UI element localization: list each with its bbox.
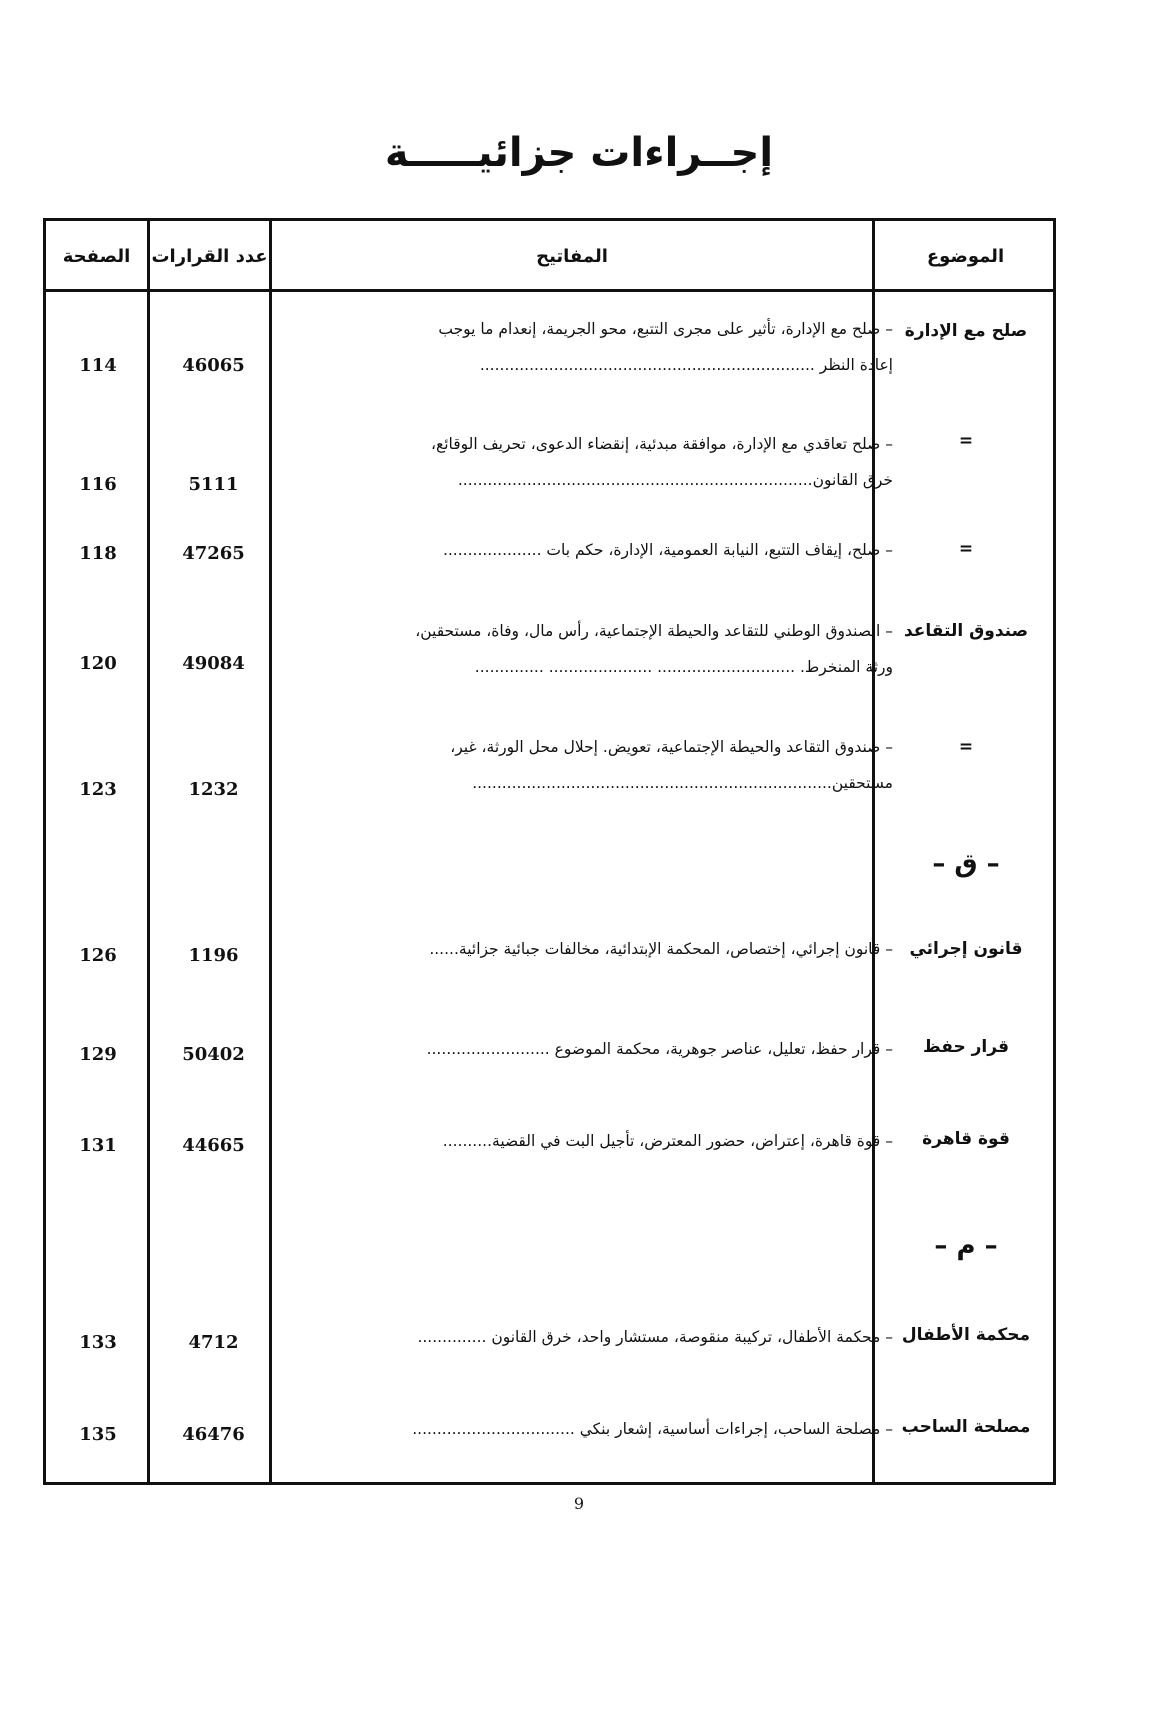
column-divider [872, 221, 875, 1482]
row-page: 131 [79, 1135, 117, 1156]
row-keywords-line2: مستحقين......................................................................... [472, 774, 893, 792]
row-page: 120 [79, 653, 117, 674]
row-subject: قانون إجرائي [909, 939, 1023, 959]
row-decision-number: 1232 [188, 779, 239, 800]
row-keywords-line1: – صلح تعاقدي مع الإدارة، موافقة مبدئية، إنقضاء الدعوى، تحريف الوقائع، [430, 435, 893, 453]
row-keywords-line1: – صندوق التقاعد والحيطة الإجتماعية، تعويض. إحلال محل الورثة، غير، [450, 738, 893, 756]
row-keywords-line1: – قرار حفظ، تعليل، عناصر جوهرية، محكمة الموضوع ......................... [426, 1040, 893, 1058]
row-keywords-line1: – صلح، إيقاف التتبع، النيابة العمومية، الإدارة، حكم بات .................... [442, 541, 893, 559]
row-decision-number: 47265 [182, 543, 245, 564]
page-title-text: إجــراءات جزائيـــــة [384, 130, 774, 176]
row-decision-number: 46476 [182, 1424, 245, 1445]
row-page: 114 [79, 355, 117, 376]
index-table [43, 218, 1056, 1485]
row-page: 126 [79, 945, 117, 966]
row-decision-number: 49084 [182, 653, 245, 674]
row-decision-number: 50402 [182, 1044, 245, 1065]
header-decision-number: عدد القرارات [151, 246, 268, 267]
row-subject: = [958, 539, 974, 559]
row-page: 123 [79, 779, 117, 800]
row-decision-number: 1196 [188, 945, 239, 966]
column-divider [269, 221, 272, 1482]
row-keywords-line1: – صلح مع الإدارة، تأثير على مجرى التتبع، محو الجريمة، إنعدام ما يوجب [438, 320, 893, 338]
row-subject: صلح مع الإدارة [904, 321, 1028, 341]
row-decision-number: 5111 [188, 474, 239, 495]
row-keywords-line2: خرق القانون........................................................................ [457, 471, 893, 489]
header-divider [46, 289, 1053, 292]
row-subject: = [958, 431, 974, 451]
row-page: 116 [79, 474, 117, 495]
section-letter-mim: – م – [934, 1231, 998, 1261]
row-decision-number: 44665 [182, 1135, 245, 1156]
row-keywords-line1: – قوة قاهرة، إعتراض، حضور المعترض، تأجيل البت في القضية.......... [442, 1132, 893, 1150]
row-subject: محكمة الأطفال [901, 1325, 1031, 1345]
row-subject: = [958, 737, 974, 757]
row-decision-number: 46065 [182, 355, 245, 376]
header-page: الصفحة [62, 246, 131, 267]
row-subject: قوة قاهرة [922, 1129, 1010, 1149]
header-keywords: المفاتيح [536, 246, 608, 267]
column-divider [147, 221, 150, 1482]
row-subject: قرار حفظ [923, 1037, 1009, 1057]
row-decision-number: 4712 [188, 1332, 239, 1353]
row-page: 118 [79, 543, 117, 564]
row-keywords-line2: إعادة النظر .................................................................... [479, 356, 893, 374]
row-subject: مصلحة الساحب [901, 1417, 1031, 1437]
row-page: 133 [79, 1332, 117, 1353]
row-keywords-line2: ورثة المنخرط. ............................ ..................... .............. [474, 658, 893, 676]
page-number: 9 [573, 1494, 585, 1513]
row-keywords-line1: – قانون إجرائي، إختصاص، المحكمة الإبتدائية، مخالفات جبائية جزائية...... [429, 940, 893, 958]
page-title [0, 130, 1158, 176]
row-page: 135 [79, 1424, 117, 1445]
row-page: 129 [79, 1044, 117, 1065]
section-letter-qaf: – ق – [932, 849, 1000, 879]
row-keywords-line1: – محكمة الأطفال، تركيبة منقوصة، مستشار واحد، خرق القانون .............. [417, 1328, 893, 1346]
row-keywords-line1: – مصلحة الساحب، إجراءات أساسية، إشعار بنكي ................................. [412, 1420, 893, 1438]
row-keywords-line1: – الصندوق الوطني للتقاعد والحيطة الإجتماعية، رأس مال، وفاة، مستحقين، [415, 622, 893, 640]
header-subject: الموضوع [926, 246, 1005, 267]
row-subject: صندوق التقاعد [903, 621, 1029, 641]
